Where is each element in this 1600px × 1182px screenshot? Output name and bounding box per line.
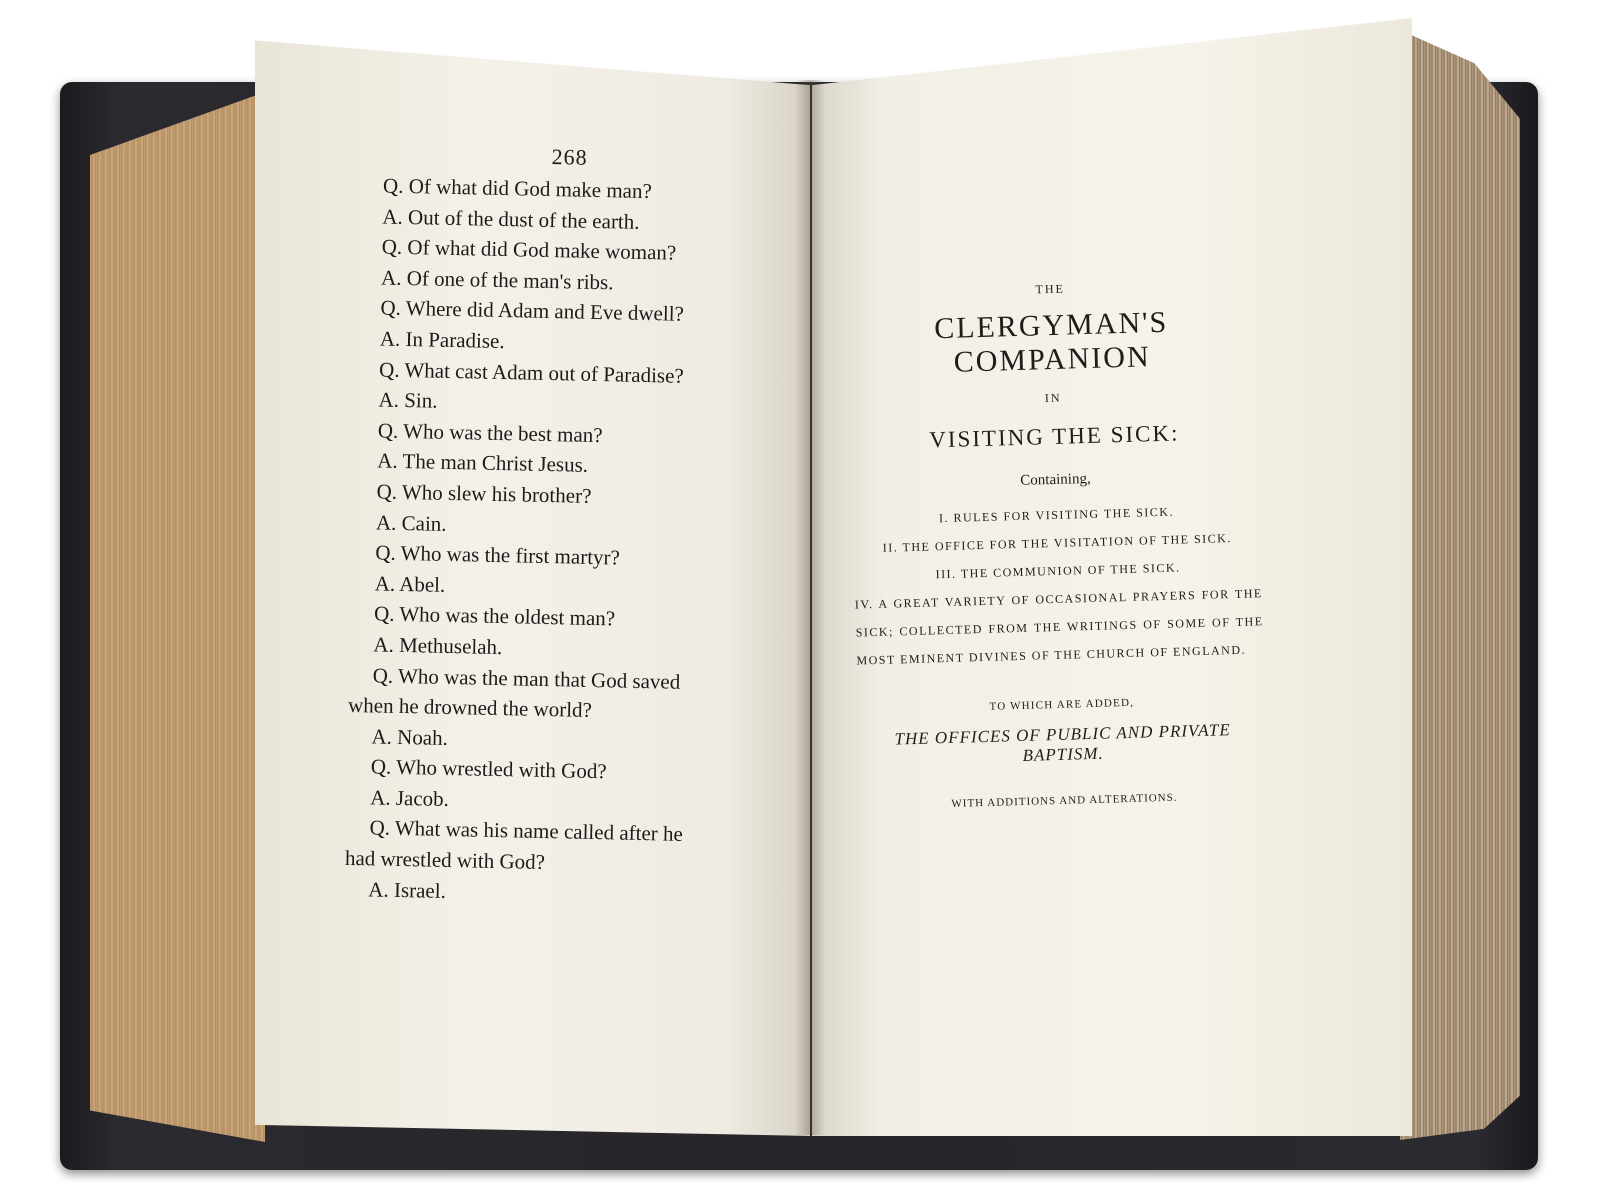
catechism-line: when he drowned the world? (347, 692, 593, 723)
contents-item: IV. A GREAT VARIETY OF OCCASIONAL PRAYERS FOR THE SICK; COLLECTED FROM THE WRITINGS OF SOME OF THE MOST EMINENT DIVINES OF THE CHURCH OF ENGLAND. (854, 586, 1264, 668)
title-the: THE (1035, 281, 1066, 297)
catechism-line: A. Out of the dust of the earth. (382, 204, 640, 234)
catechism-line: Q. Of what did God make woman? (381, 234, 677, 265)
catechism-line: Q. Who was the oldest man? (373, 601, 616, 631)
added-label: TO WHICH ARE ADDED, (989, 696, 1135, 713)
catechism-line: A. Of one of the man's ribs. (380, 265, 614, 295)
contents-item: II. THE OFFICE FOR THE VISITATION OF THE SICK. (882, 531, 1232, 555)
catechism-line: A. In Paradise. (379, 326, 505, 354)
catechism-line: A. Methuselah. (373, 632, 503, 659)
additions-line: WITH ADDITIONS AND ALTERATIONS. (951, 791, 1178, 810)
book-subtitle: VISITING THE SICK: (928, 420, 1180, 453)
title-in: IN (1044, 390, 1062, 406)
catechism-line: A. Jacob. (369, 785, 450, 811)
catechism-line: Q. Who was the first martyr? (375, 540, 621, 570)
page-number: 268 (551, 144, 588, 170)
book-title: CLERGYMAN'S COMPANION (933, 305, 1169, 379)
contents-item: I. RULES FOR VISITING THE SICK. (938, 504, 1175, 526)
catechism-line: A. Cain. (375, 509, 447, 536)
catechism-line: Q. Who slew his brother? (376, 479, 592, 508)
catechism-line: Q. Of what did God make man? (382, 173, 653, 204)
title-page (840, 276, 1274, 813)
containing-label: Containing, (1020, 470, 1091, 489)
catechism-line: Q. Who was the man that God saved (372, 662, 681, 694)
offices-line: THE OFFICES OF PUBLIC AND PRIVATE BAPTISM. (894, 720, 1231, 765)
right-page-edges (1400, 30, 1520, 1140)
catechism-line: Q. What was his name called after he (369, 815, 684, 847)
left-page-edges (90, 92, 265, 1142)
qa-list (344, 170, 779, 913)
catechism-line: A. Sin. (378, 387, 438, 413)
catechism-text (344, 140, 780, 913)
catechism-line: A. The man Christ Jesus. (377, 448, 589, 478)
catechism-line: Q. Where did Adam and Eve dwell? (380, 295, 685, 327)
catechism-line: A. Noah. (371, 724, 449, 750)
book-gutter (795, 80, 825, 1135)
catechism-line: A. Abel. (374, 571, 446, 597)
catechism-line: Q. Who was the best man? (377, 418, 603, 447)
catechism-line: Q. What cast Adam out of Paradise? (378, 357, 685, 388)
catechism-line: A. Israel. (368, 876, 447, 903)
contents-item: III. THE COMMUNION OF THE SICK. (935, 560, 1181, 582)
catechism-line: had wrestled with God? (344, 845, 546, 875)
catechism-line: Q. Who wrestled with God? (370, 754, 607, 784)
